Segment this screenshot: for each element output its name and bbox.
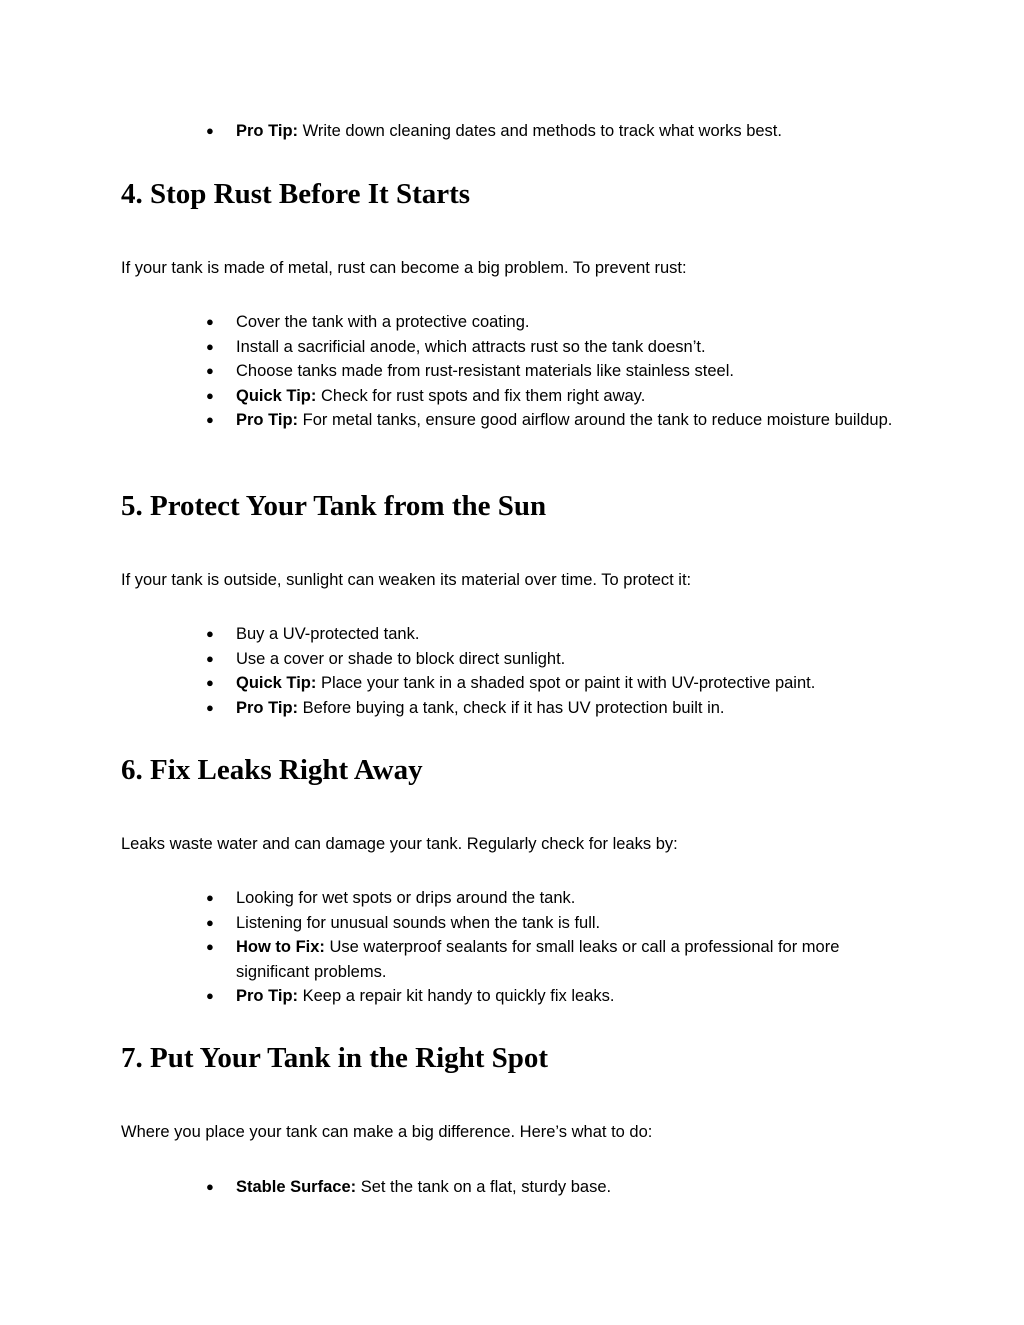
section-intro: If your tank is outside, sunlight can weaken its material over time. To protect it: — [121, 571, 692, 589]
bullet-label: How to Fix: — [236, 938, 325, 956]
section-heading: 5. Protect Your Tank from the Sun — [121, 490, 547, 522]
bullet-icon: ● — [206, 988, 214, 1003]
bullet-text: For metal tanks, ensure good airflow around the tank to reduce moisture buildup. — [298, 411, 893, 429]
bullet-icon: ● — [206, 939, 214, 954]
list-item — [0, 911, 1024, 936]
list-item — [0, 622, 1024, 647]
bullet-text: Listening for unusual sounds when the tank is full. — [236, 913, 601, 932]
bullet-label: Quick Tip: — [236, 386, 317, 405]
bullet-text: Looking for wet spots or drips around the tank. — [236, 889, 576, 907]
bullet-icon: ● — [206, 626, 214, 641]
list-item — [0, 384, 1024, 409]
bullet-icon: ● — [206, 699, 214, 715]
section-heading: 7. Put Your Tank in the Right Spot — [121, 1042, 549, 1074]
section-intro: If your tank is made of metal, rust can become a big problem. To prevent rust: — [121, 259, 687, 277]
list-item — [0, 408, 1024, 433]
bullet-list — [0, 310, 1024, 433]
bullet-icon: ● — [206, 363, 214, 378]
section-intro: Where you place your tank can make a big difference. Here’s what to do: — [121, 1123, 653, 1141]
list-item — [0, 984, 1024, 1009]
bullet-label: Pro Tip: — [236, 987, 299, 1005]
bullet-icon: ● — [206, 1179, 214, 1194]
section-intro: Leaks waste water and can damage your tank. Regularly check for leaks by: — [121, 835, 678, 853]
bullet-text: Cover the tank with a protective coating. — [236, 313, 530, 331]
bullet-text: Check for rust spots and fix them right away. — [316, 386, 646, 405]
bullet-label: Pro Tip: — [236, 698, 299, 717]
bullet-text: Set the tank on a flat, sturdy base. — [356, 1178, 612, 1196]
list-item — [0, 886, 1024, 911]
bullet-list — [0, 1175, 1024, 1200]
bullet-label: Quick Tip: — [236, 674, 317, 692]
bullet-text: Install a sacrificial anode, which attracts rust so the tank doesn’t. — [236, 337, 706, 356]
bullet-icon: ● — [206, 675, 214, 690]
list-item — [0, 310, 1024, 335]
bullet-icon: ● — [206, 338, 214, 354]
list-item — [0, 696, 1024, 721]
bullet-text: Write down cleaning dates and methods to track what works best. — [298, 122, 782, 140]
top-bullet-list — [0, 119, 1024, 144]
bullet-icon: ● — [206, 412, 214, 427]
list-item — [0, 359, 1024, 384]
bullet-label: Stable Surface: — [236, 1178, 357, 1196]
bullet-icon: ● — [206, 123, 214, 138]
bullet-list — [0, 886, 1024, 1009]
bullet-text: Use a cover or shade to block direct sunlight. — [236, 649, 566, 668]
bullet-label: Pro Tip: — [236, 122, 299, 140]
bullet-list — [0, 622, 1024, 720]
bullet-icon: ● — [206, 387, 214, 403]
list-item — [0, 119, 1024, 144]
list-item — [0, 671, 1024, 696]
bullet-text: Use waterproof sealants for small leaks or call a professional for more significant problems. — [236, 938, 840, 981]
bullet-text: Buy a UV-protected tank. — [236, 625, 420, 643]
list-item — [0, 647, 1024, 672]
list-item — [0, 335, 1024, 360]
section-heading: 6. Fix Leaks Right Away — [121, 754, 423, 786]
bullet-text: Choose tanks made from rust-resistant materials like stainless steel. — [236, 362, 734, 380]
bullet-icon: ● — [206, 314, 214, 329]
bullet-icon: ● — [206, 890, 214, 905]
section-heading: 4. Stop Rust Before It Starts — [121, 178, 471, 210]
bullet-icon: ● — [206, 650, 214, 666]
bullet-text: Place your tank in a shaded spot or paint it with UV-protective paint. — [316, 674, 816, 692]
bullet-icon: ● — [206, 914, 214, 930]
bullet-label: Pro Tip: — [236, 411, 299, 429]
list-item — [0, 935, 1024, 984]
bullet-text: Keep a repair kit handy to quickly fix leaks. — [298, 987, 615, 1005]
bullet-text: Before buying a tank, check if it has UV protection built in. — [298, 698, 725, 717]
list-item — [0, 1175, 1024, 1200]
